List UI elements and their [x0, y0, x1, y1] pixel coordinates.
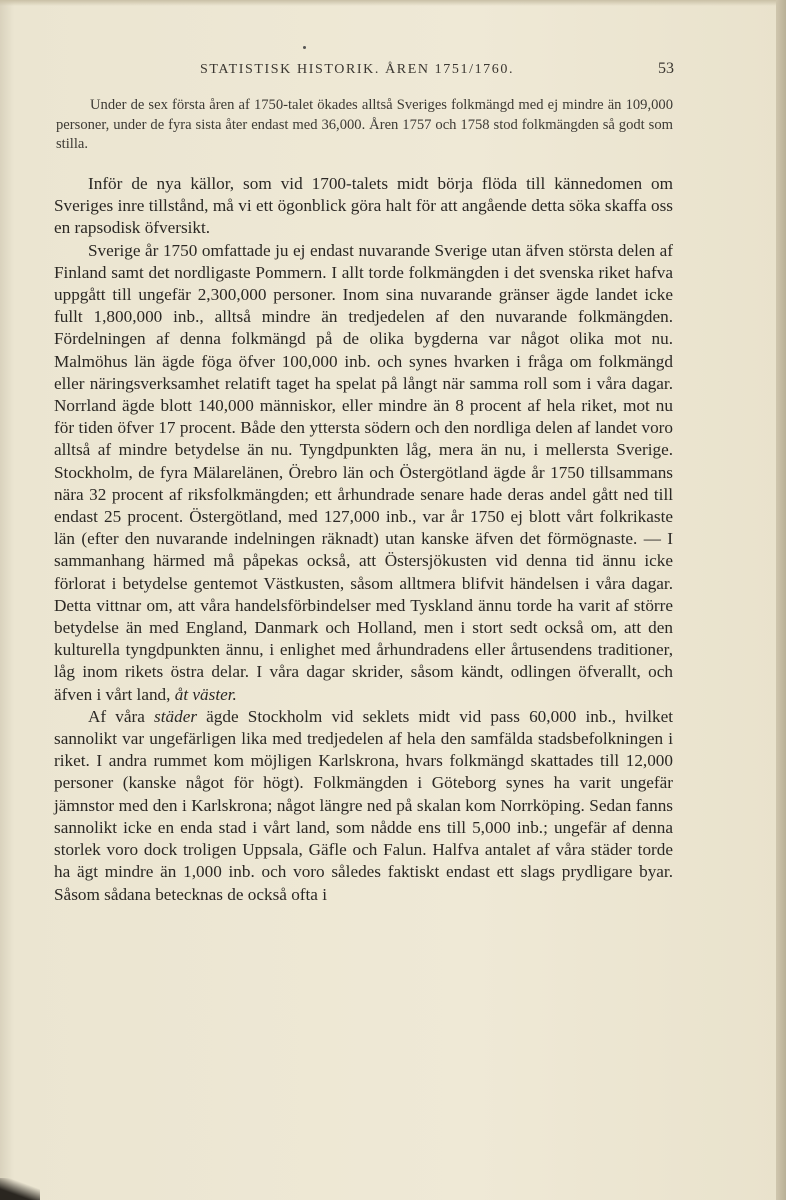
page-top-shadow: [0, 0, 786, 6]
print-speck: [303, 46, 306, 49]
paragraph-intro: [54, 173, 673, 240]
paragraph-sweden-1750-text: Sverige år 1750 omfattade ju ej endast nuvarande Sverige utan äfven största delen af Finland samt det nordligaste Pommern. I allt torde folkmängden i det svenska riket hafva uppgått till ungefär 2,300,000 personer. Inom sina nuvarande gränser ägde landet icke fullt 1,800,000 inb., alltså mindre än tredjedelen af den nuvarande folkmängden. Fördelningen af denna folkmängd på de olika bygderna var något olika mot nu. Malmöhus län ägde föga öfver 100,000 inb. och synes hvarken i fråga om folkmängd eller näringsverksamhet relatift taget ha spelat på långt när samma roll som i våra dagar. Norrland ägde blott 140,000 människor, eller mindre än 8 procent af hela riket, mot nu för tiden öfver 17 procent. Både den yttersta södern och den nordliga delen af landet voro alltså af mindre betydelse än nu. Tyngdpunkten låg, mera än nu, i mellersta Sverige. Stockholm, de fyra Mälarelänen, Örebro län och Östergötland ägde år 1750 tillsammans nära 32 procent af riksfolkmängden; ett århundrade senare hade deras andel gått ned till endast 25 procent. Östergötland, med 127,000 inb., var år 1750 ej blott vårt folkrikaste län (efter den nuvarande indelningen räknadt) utan kanske äfven det förmögnaste. — I sammanhang härmed må påpekas också, att Östersjökusten vid denna tid ännu icke förlorat i betydelse gentemot Västkusten, såsom alltmera blifvit händelsen i våra dagar. Detta vittnar om, att våra handelsförbindelser med Tyskland ännu torde ha varit af större betydelse än med England, Danmark och Holland, men i stort sedt också om, att den kulturella tyngdpunkten ännu, i enlighet med århundradens eller årtusendens traditioner, låg inom rikets östra delar. I våra dagar skrider, såsom kändt, odlingen öfverallt, och äfven i vårt land,: [54, 240, 673, 704]
page-right-edge: [776, 0, 786, 1200]
emphasis-towns: städer: [154, 706, 198, 726]
emphasis-westward: åt väster.: [174, 684, 237, 704]
body-text: [54, 173, 673, 906]
paragraph-towns: [54, 706, 673, 906]
summary-text: Under de sex första åren af 1750-talet ökades alltså Sveriges folkmängd med ej mindre än 109,000 personer, under de fyra sista åter endast med 36,000. Åren 1757 och 1758 stod folkmängden så godt som stilla.: [56, 97, 673, 152]
paragraph-towns-lead: Af våra: [88, 706, 155, 726]
summary-paragraph: [56, 96, 673, 155]
paragraph-intro-text: Inför de nya källor, som vid 1700-talets midt börja flöda till kännedomen om Sveriges inre tillstånd, må vi ett ögonblick göra halt för att angående detta söka skaffa oss en rapsodisk öfversikt.: [54, 174, 673, 238]
page-number: 53: [658, 60, 674, 77]
paragraph-sweden-1750: [54, 240, 673, 706]
running-title: STATISTISK HISTORIK. ÅREN 1751/1760.: [200, 62, 515, 77]
corner-shadow: [0, 1178, 40, 1200]
paragraph-towns-text: ägde Stockholm vid seklets midt vid pass 60,000 inb., hvilket sannolikt var ungefärligen lika med tredjedelen af hela den samfälda stadsbefolkningen i riket. I andra rummet kom möjligen Karlskrona, hvars folkmängd skattades till 12,000 personer (kanske något för högt). Folkmängden i Göteborg synes ha varit ungefär jämnstor med den i Karlskrona; något längre ned på skalan kom Norrköping. Sedan fanns sannolikt icke en enda stad i vårt land, som nådde ens till 5,000 inb.; ungefär af denna storlek voro dock troligen Uppsala, Gäfle och Falun. Halfva antalet af våra städer torde ha ägt mindre än 1,000 inb. och voro således faktiskt endast ett slags prydligare byar. Såsom sådana betecknas de också ofta i: [54, 706, 673, 904]
